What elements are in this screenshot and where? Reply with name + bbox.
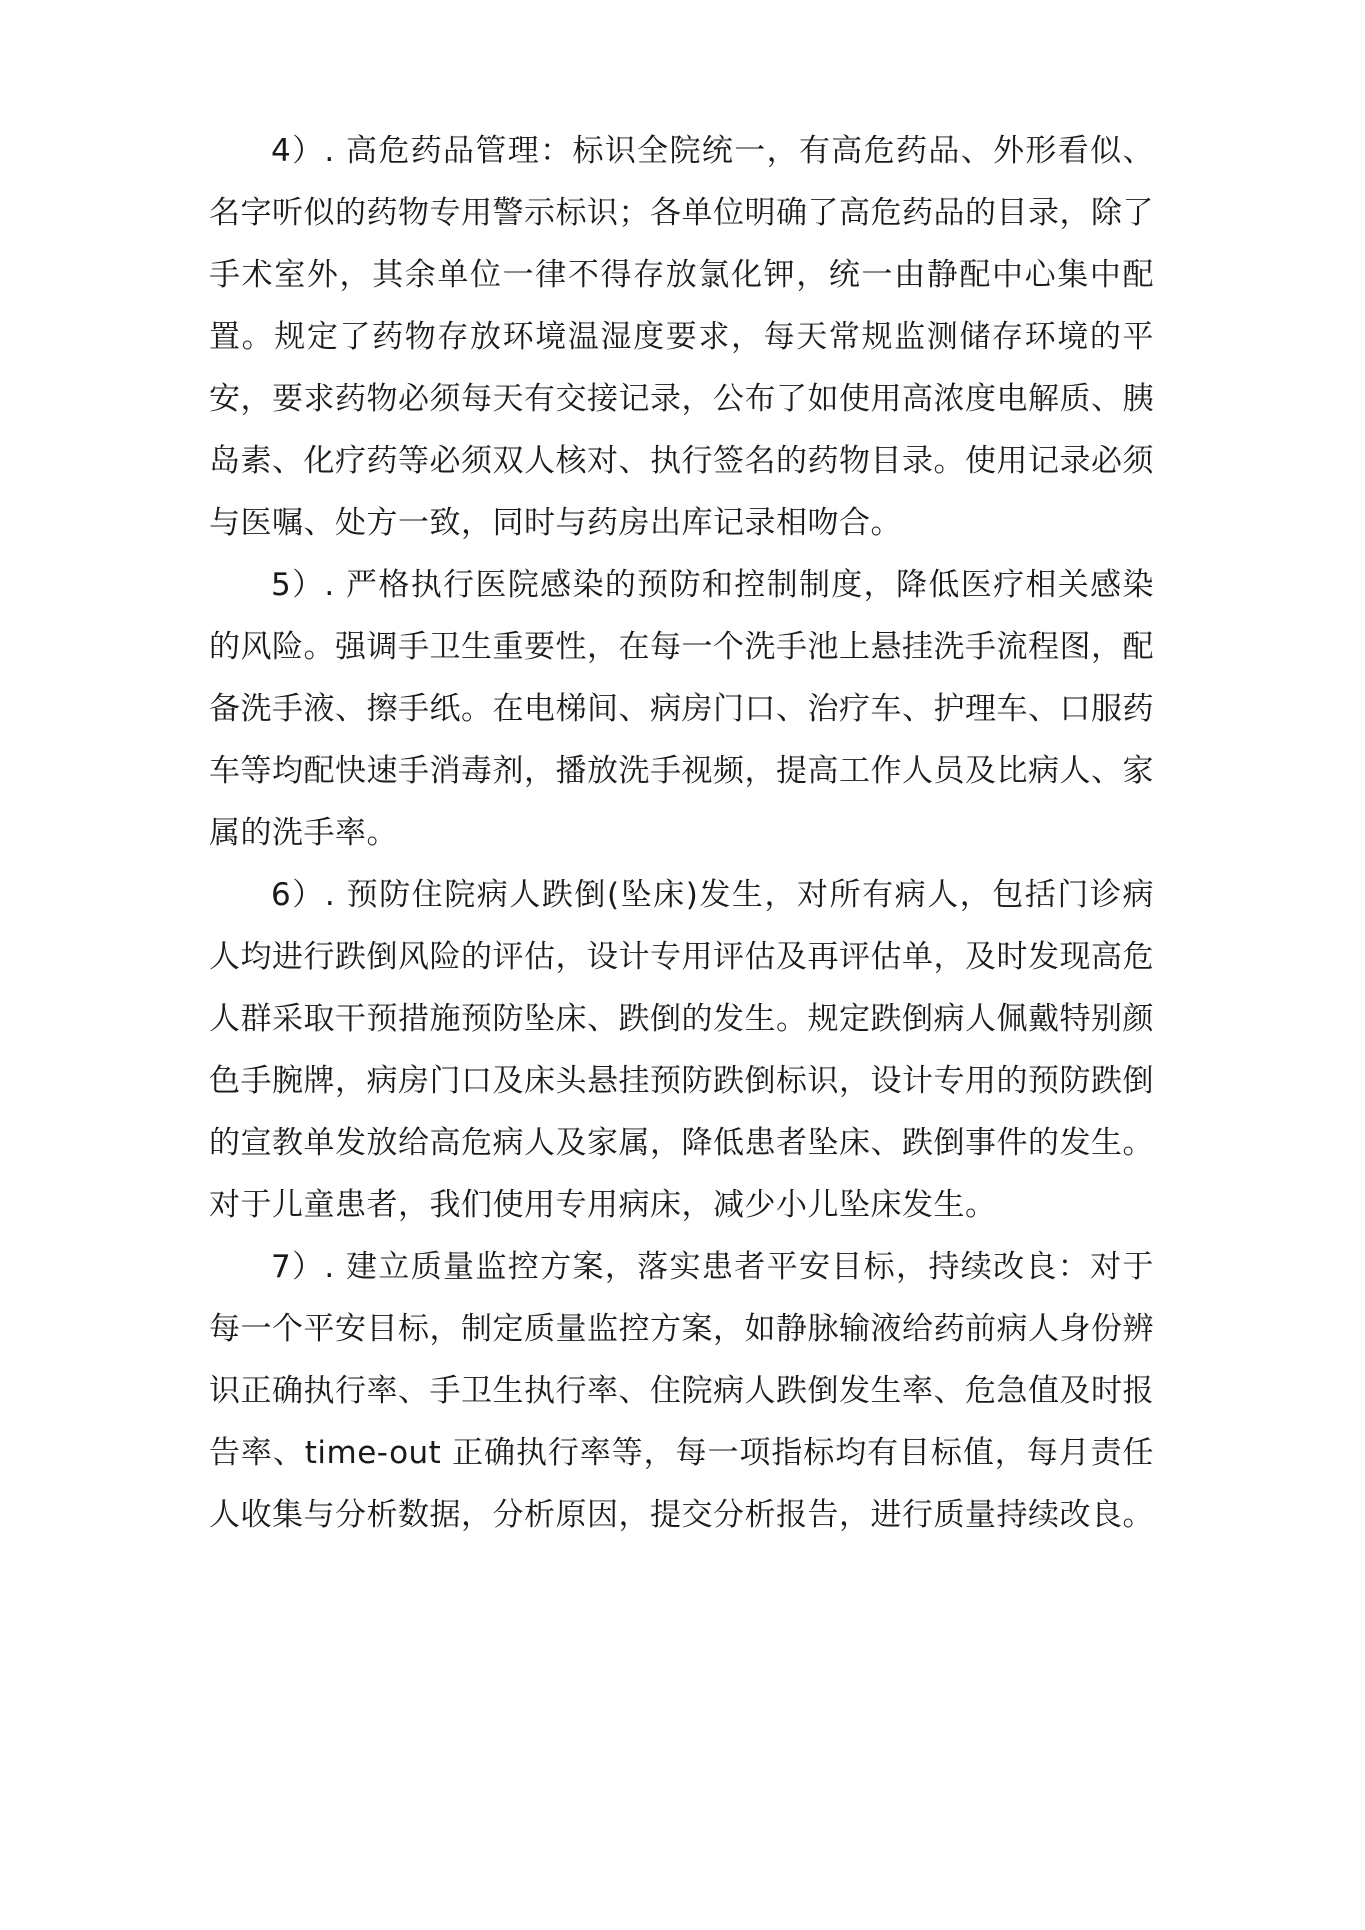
paragraph-quality-monitoring: 7）. 建立质量监控方案，落实患者平安目标，持续改良：对于每一个平安目标，制定质量监控方案，如静脉输液给药前病人身份辨识正确执行率、手卫生执行率、住院病人跌倒发生率、危急值及时报告率、time-out 正确执行率等，每一项指标均有目标值，每月责任人收集与分析数据，分析原因，提交分析报告，进行质量持续改良。 — [209, 1249, 1154, 1533]
document-body — [209, 120, 1154, 1546]
paragraph-infection-control: 5）. 严格执行医院感染的预防和控制制度，降低医疗相关感染的风险。强调手卫生重要性，在每一个洗手池上悬挂洗手流程图，配备洗手液、擦手纸。在电梯间、病房门口、治疗车、护理车、口服药车等均配快速手消毒剂，播放洗手视频，提高工作人员及比病人、家属的洗手率。 — [209, 567, 1154, 851]
paragraph-fall-prevention: 6）. 预防住院病人跌倒(坠床)发生，对所有病人，包括门诊病人均进行跌倒风险的评估，设计专用评估及再评估单，及时发现高危人群采取干预措施预防坠床、跌倒的发生。规定跌倒病人佩戴特别颜色手腕牌，病房门口及床头悬挂预防跌倒标识，设计专用的预防跌倒的宣教单发放给高危病人及家属，降低患者坠床、跌倒事件的发生。对于儿童患者，我们使用专用病床，减少小儿坠床发生。 — [209, 877, 1154, 1223]
paragraph-high-risk-drug-management: 4）. 高危药品管理：标识全院统一，有高危药品、外形看似、名字听似的药物专用警示标识；各单位明确了高危药品的目录，除了手术室外，其余单位一律不得存放氯化钾，统一由静配中心集中配置。规定了药物存放环境温湿度要求，每天常规监测储存环境的平安，要求药物必须每天有交接记录，公布了如使用高浓度电解质、胰岛素、化疗药等必须双人核对、执行签名的药物目录。使用记录必须与医嘱、处方一致，同时与药房出库记录相吻合。 — [209, 133, 1154, 541]
